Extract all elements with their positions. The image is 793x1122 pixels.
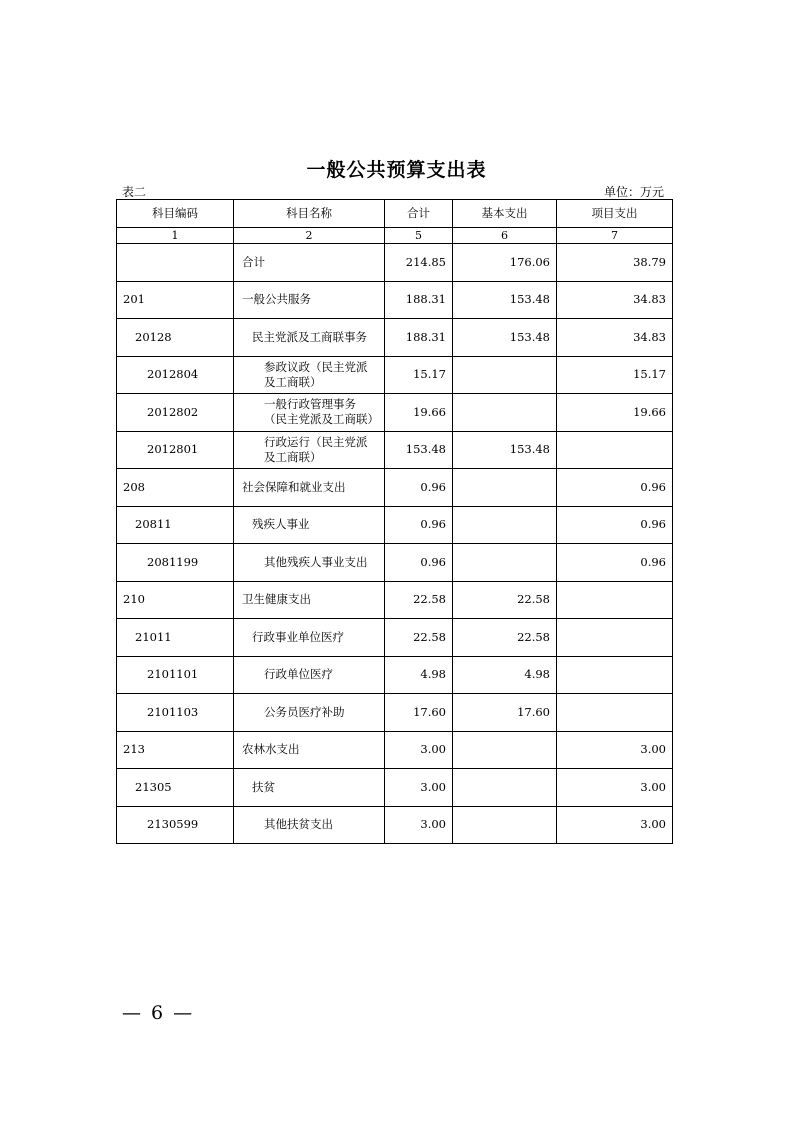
cell-total: 214.85: [385, 244, 453, 282]
cell-project: 34.83: [557, 281, 673, 319]
cell-basic: [453, 506, 557, 544]
cell-project: 0.96: [557, 469, 673, 507]
cell-name: 行政运行（民主党派及工商联）: [234, 431, 385, 469]
cell-name: 农林水支出: [234, 731, 385, 769]
table-row: [117, 806, 673, 844]
column-header-total: 合计: [385, 200, 453, 228]
cell-project: [557, 619, 673, 657]
cell-project: [557, 656, 673, 694]
column-index: 7: [557, 228, 673, 244]
cell-project: 3.00: [557, 806, 673, 844]
cell-project: 15.17: [557, 356, 673, 394]
column-index: 5: [385, 228, 453, 244]
table-row: [117, 731, 673, 769]
table-row: [117, 244, 673, 282]
cell-code: 2101103: [117, 694, 234, 732]
cell-basic: 22.58: [453, 619, 557, 657]
table-row: [117, 356, 673, 394]
cell-basic: 22.58: [453, 581, 557, 619]
table-row: [117, 544, 673, 582]
table-row: [117, 694, 673, 732]
cell-total: 0.96: [385, 544, 453, 582]
cell-basic: 4.98: [453, 656, 557, 694]
cell-project: 0.96: [557, 506, 673, 544]
cell-project: 34.83: [557, 319, 673, 357]
table-row: [117, 581, 673, 619]
cell-basic: [453, 356, 557, 394]
cell-total: 0.96: [385, 469, 453, 507]
column-index: 2: [234, 228, 385, 244]
cell-code: 20811: [117, 506, 234, 544]
cell-basic: 153.48: [453, 431, 557, 469]
table-header-row: [117, 200, 673, 228]
cell-name: 卫生健康支出: [234, 581, 385, 619]
cell-name: 行政单位医疗: [234, 656, 385, 694]
cell-name: 合计: [234, 244, 385, 282]
cell-basic: 153.48: [453, 319, 557, 357]
column-header-code: 科目编码: [117, 200, 234, 228]
cell-total: 19.66: [385, 394, 453, 432]
cell-code: 21305: [117, 769, 234, 807]
table-row: [117, 281, 673, 319]
cell-total: 0.96: [385, 506, 453, 544]
cell-code: 2081199: [117, 544, 234, 582]
cell-project: [557, 581, 673, 619]
table-number: 表二: [122, 185, 147, 199]
cell-code: 2130599: [117, 806, 234, 844]
cell-basic: [453, 544, 557, 582]
cell-name: 扶贫: [234, 769, 385, 807]
cell-name: 一般行政管理事务（民主党派及工商联）: [234, 394, 385, 432]
cell-basic: 17.60: [453, 694, 557, 732]
table-row: [117, 506, 673, 544]
cell-code: 201: [117, 281, 234, 319]
cell-code: 213: [117, 731, 234, 769]
cell-project: 19.66: [557, 394, 673, 432]
cell-code: [117, 244, 234, 282]
cell-total: 17.60: [385, 694, 453, 732]
cell-name: 其他残疾人事业支出: [234, 544, 385, 582]
cell-code: 20128: [117, 319, 234, 357]
cell-total: 153.48: [385, 431, 453, 469]
table-row: [117, 469, 673, 507]
table-row: [117, 769, 673, 807]
cell-project: 3.00: [557, 731, 673, 769]
cell-name: 民主党派及工商联事务: [234, 319, 385, 357]
budget-table: [116, 199, 673, 844]
cell-basic: 176.06: [453, 244, 557, 282]
cell-name: 其他扶贫支出: [234, 806, 385, 844]
cell-total: 15.17: [385, 356, 453, 394]
cell-name: 社会保障和就业支出: [234, 469, 385, 507]
cell-total: 3.00: [385, 806, 453, 844]
cell-project: 0.96: [557, 544, 673, 582]
cell-code: 210: [117, 581, 234, 619]
cell-name: 行政事业单位医疗: [234, 619, 385, 657]
cell-name: 公务员医疗补助: [234, 694, 385, 732]
cell-basic: [453, 806, 557, 844]
cell-total: 3.00: [385, 731, 453, 769]
cell-code: 2012801: [117, 431, 234, 469]
column-index: 6: [453, 228, 557, 244]
column-header-basic: 基本支出: [453, 200, 557, 228]
column-index: 1: [117, 228, 234, 244]
cell-basic: [453, 394, 557, 432]
cell-total: 188.31: [385, 319, 453, 357]
cell-name: 残疾人事业: [234, 506, 385, 544]
cell-code: 21011: [117, 619, 234, 657]
cell-name: 参政议政（民主党派及工商联）: [234, 356, 385, 394]
cell-total: 188.31: [385, 281, 453, 319]
cell-code: 2101101: [117, 656, 234, 694]
cell-project: [557, 694, 673, 732]
table-row: [117, 394, 673, 432]
cell-total: 22.58: [385, 581, 453, 619]
column-header-project: 项目支出: [557, 200, 673, 228]
cell-code: 2012804: [117, 356, 234, 394]
table-row: [117, 431, 673, 469]
cell-basic: 153.48: [453, 281, 557, 319]
cell-total: 4.98: [385, 656, 453, 694]
table-row: [117, 656, 673, 694]
cell-project: 38.79: [557, 244, 673, 282]
cell-project: 3.00: [557, 769, 673, 807]
table-row: [117, 619, 673, 657]
table-body: [117, 244, 673, 844]
cell-code: 2012802: [117, 394, 234, 432]
column-header-name: 科目名称: [234, 200, 385, 228]
cell-basic: [453, 731, 557, 769]
unit-label: 单位：万元: [603, 185, 664, 199]
cell-project: [557, 431, 673, 469]
column-index-row: [117, 228, 673, 244]
cell-total: 22.58: [385, 619, 453, 657]
cell-basic: [453, 469, 557, 507]
page-number: — 6 —: [122, 1002, 195, 1024]
cell-code: 208: [117, 469, 234, 507]
cell-total: 3.00: [385, 769, 453, 807]
page-title: 一般公共预算支出表: [306, 159, 487, 181]
table-row: [117, 319, 673, 357]
cell-name: 一般公共服务: [234, 281, 385, 319]
cell-basic: [453, 769, 557, 807]
